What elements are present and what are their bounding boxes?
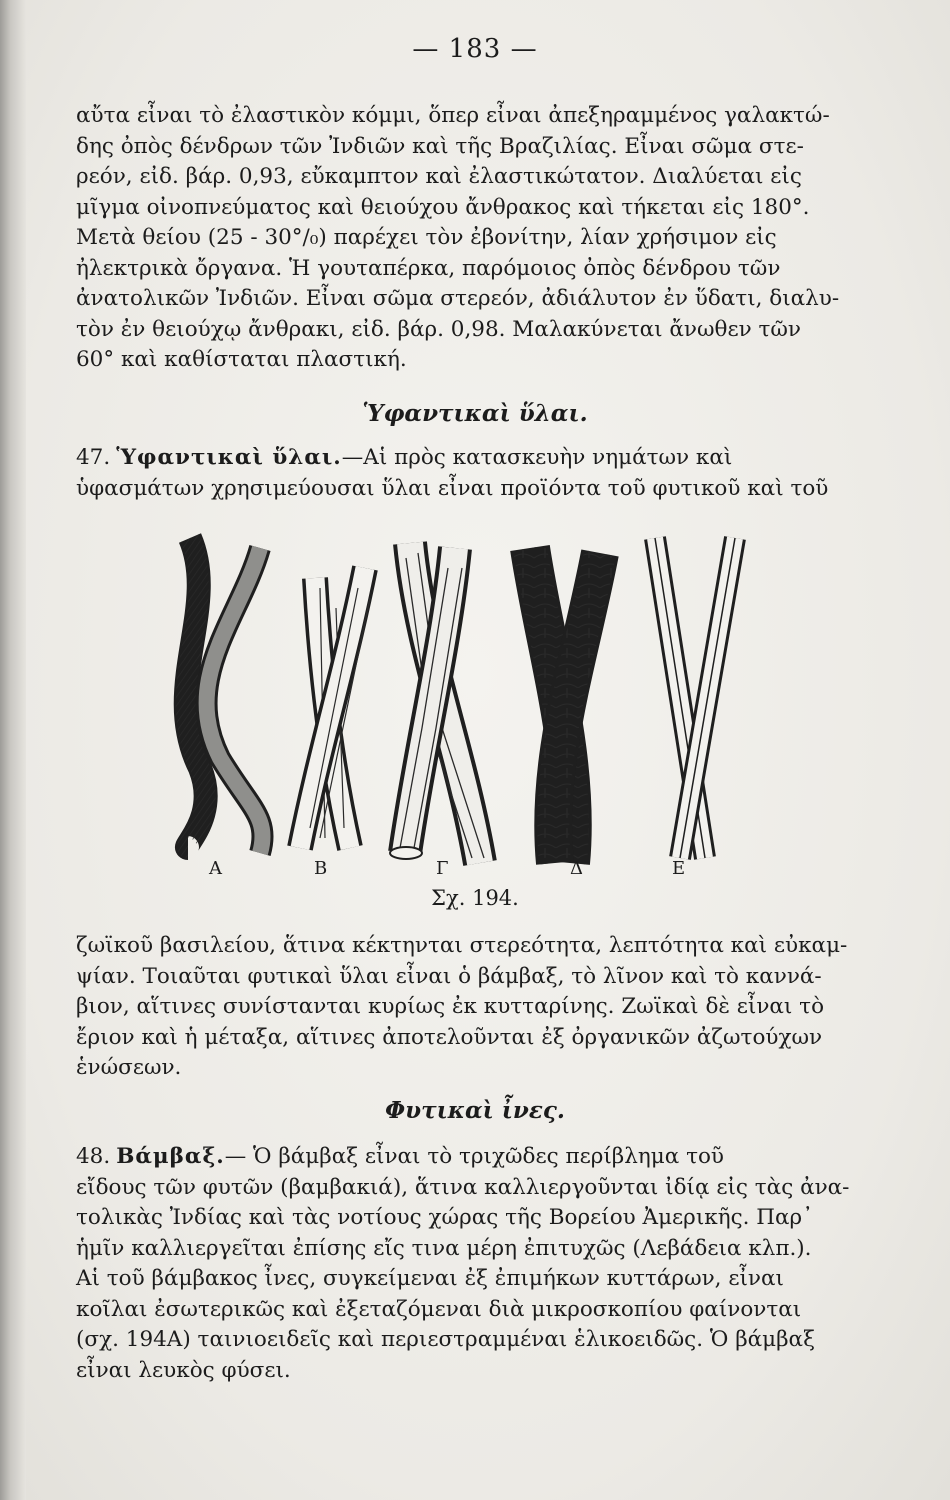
- text-line: εἶναι λευκὸς φύσει.: [76, 1357, 291, 1383]
- fiber-e-silk: [655, 538, 735, 858]
- section-title: Βάμβαξ.: [116, 1144, 225, 1169]
- text-line: (σχ. 194Α) ταινιοειδεῖς καὶ περιεστραμμέναι ἑλικοειδῶς. Ὁ βάμβαξ: [76, 1327, 815, 1352]
- text-line: ἔριον καὶ ἡ μέταξα, αἵτινες ἀποτελοῦνται ἐξ ὀργανικῶν ἀζωτούχων: [76, 1024, 823, 1050]
- page-number: — 183 —: [412, 34, 538, 64]
- fiber-c-hemp: [390, 543, 484, 863]
- section-title: Ὑφαντικαὶ ὕλαι.: [116, 445, 342, 470]
- fiber-b-flax: [300, 568, 370, 848]
- section-number: 48.: [76, 1144, 111, 1169]
- text-line: ἠλεκτρικὰ ὄργανα. Ἡ γουταπέρκα, παρόμοιος ὀπὸς δένδρου τῶν: [76, 255, 781, 281]
- text-line: 60° καὶ καθίσταται πλαστική.: [76, 347, 407, 372]
- text-line: τὸν ἐν θειούχῳ ἄνθρακι, εἰδ. βάρ. 0,98. Μαλακύνεται ἄνωθεν τῶν: [76, 316, 801, 342]
- figure-caption: Σχ. 194.: [431, 886, 519, 910]
- text-line: —Αἱ πρὸς κατασκευὴν νημάτων καὶ: [341, 445, 733, 470]
- section-47-first-line: [76, 443, 866, 474]
- text-line: ἡμῖν καλλιεργεῖται ἐπίσης εἴς τινα μέρη ἐπιτυχῶς (Λεβάδεια κλπ.).: [76, 1235, 812, 1261]
- section-number: 47.: [76, 445, 111, 470]
- paragraph-rubber: [76, 101, 866, 376]
- text-line: ψίαν. Τοιαῦται φυτικαὶ ὕλαι εἶναι ὁ βάμβαξ, τὸ λῖνον καὶ τὸ καννά-: [76, 963, 822, 989]
- text-line: Μετὰ θείου (25 - 30°/₀) παρέχει τὸν ἐβονίτην, λίαν χρήσιμον εἰς: [76, 225, 777, 250]
- text-line: ὑφασμάτων χρησιμεύουσαι ὕλαι εἶναι προϊόντα τοῦ φυτικοῦ καὶ τοῦ: [76, 475, 829, 501]
- text-line: ἑνώσεων.: [76, 1055, 182, 1080]
- text-line: βιον, αἵτινες συνίστανται κυρίως ἐκ κυτταρίνης. Ζωϊκαὶ δὲ εἶναι τὸ: [76, 994, 825, 1019]
- fiber-illustration: [160, 528, 760, 878]
- text-line: τολικὰς Ἰνδίας καὶ τὰς νοτίους χώρας τῆς Βορείου Ἀμερικῆς. Παρ᾽: [76, 1205, 813, 1230]
- text-line: μῖγμα οἰνοπνεύματος καὶ θειούχου ἄνθρακος καὶ τήκεται εἰς 180°.: [76, 194, 810, 220]
- text-line: κοῖλαι ἐσωτερικῶς καὶ ἐξεταζόμεναι διὰ μικροσκοπίου φαίνονται: [76, 1296, 802, 1322]
- figure-label-d: Δ: [570, 858, 583, 879]
- fiber-d-wool: [530, 548, 600, 863]
- text-line: ἀνατολικῶν Ἰνδιῶν. Εἶναι σῶμα στερεόν, ἀδιάλυτον ἐν ὕδατι, διαλυ-: [76, 286, 840, 311]
- section-heading-plant-fibers: Φυτικαὶ ἶνες.: [385, 1097, 565, 1124]
- paragraph-48: [76, 1142, 866, 1386]
- figure-label-e: Ε: [672, 858, 686, 879]
- figure-label-a: Α: [209, 858, 222, 879]
- section-48-first-line: [76, 1142, 866, 1173]
- paragraph-47: [76, 443, 866, 504]
- figure-label-b: Β: [314, 858, 328, 879]
- figure-labels: [0, 858, 950, 888]
- text-line: — Ὁ βάμβαξ εἶναι τὸ τριχῶδες περίβλημα τοῦ: [224, 1144, 724, 1169]
- text-line: Αἱ τοῦ βάμβακος ἶνες, συγκείμεναι ἐξ ἐπιμήκων κυττάρων, εἶναι: [76, 1266, 784, 1291]
- text-line: δης ὀπὸς δένδρων τῶν Ἰνδιῶν καὶ τῆς Βραζιλίας. Εἶναι σῶμα στε-: [76, 133, 804, 159]
- fiber-a-cotton: [186, 538, 263, 853]
- figure-label-c: Γ: [436, 858, 449, 879]
- text-line: ρεόν, εἰδ. βάρ. 0,93, εὔκαμπτον καὶ ἐλαστικώτατον. Διαλύεται εἰς: [76, 164, 802, 189]
- text-line: εἴδους τῶν φυτῶν (βαμβακιά), ἅτινα καλλιεργοῦνται ἰδίᾳ εἰς τὰς ἀνα-: [76, 1174, 850, 1200]
- paragraph-fibers: [76, 931, 866, 1084]
- page-gutter-shadow: [0, 0, 26, 1500]
- text-line: αὔτα εἶναι τὸ ἐλαστικὸν κόμμι, ὅπερ εἶναι ἀπεξηραμμένος γαλακτώ-: [76, 103, 830, 128]
- section-heading-textile-materials: Ὑφαντικαὶ ὕλαι.: [362, 400, 588, 427]
- text-line: ζωϊκοῦ βασιλείου, ἅτινα κέκτηνται στερεότητα, λεπτότητα καὶ εὐκαμ-: [76, 933, 848, 958]
